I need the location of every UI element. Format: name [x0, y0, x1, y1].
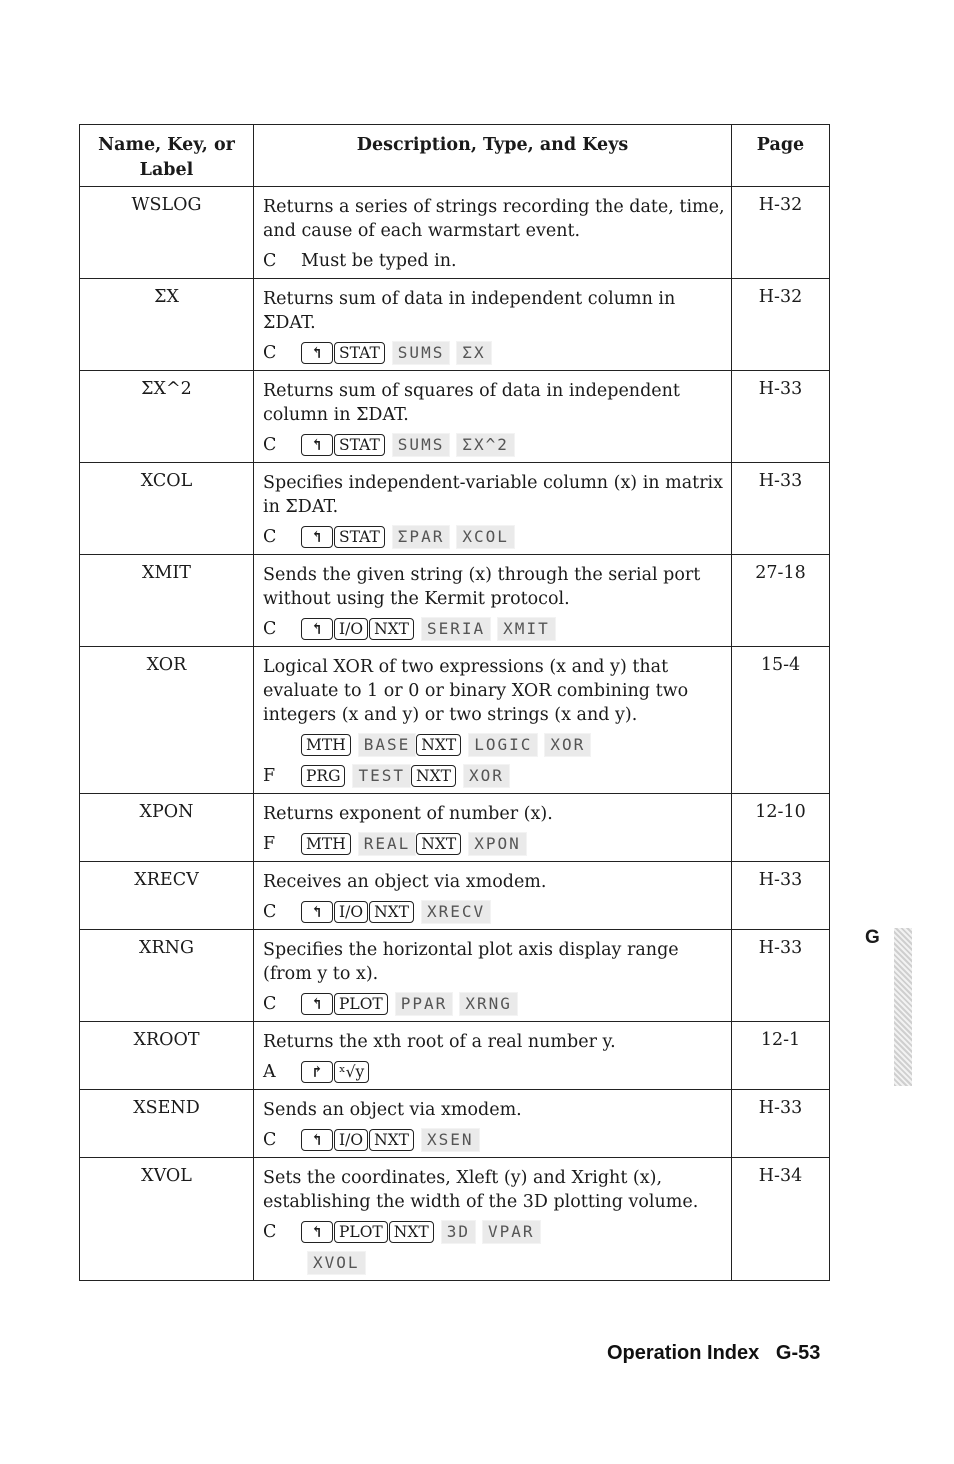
menu-label: LOGIC — [468, 733, 538, 757]
menu-label: PPAR — [395, 992, 454, 1016]
operation-type: F — [263, 834, 276, 854]
table-row — [80, 794, 830, 862]
row-description: Returns the xth root of a real number y. — [263, 1032, 616, 1052]
row-page: H-32 — [732, 279, 830, 371]
table-row — [80, 279, 830, 371]
row-page: 12-10 — [732, 794, 830, 862]
operation-type: F — [263, 766, 276, 786]
footer-page-number: G-53 — [775, 1342, 821, 1364]
keyboard-key: STAT — [334, 526, 385, 548]
row-name: XSEND — [80, 1090, 254, 1158]
menu-label: VPAR — [482, 1220, 541, 1244]
table-row — [80, 463, 830, 555]
table-row — [80, 1090, 830, 1158]
menu-label: XPON — [468, 832, 527, 856]
keyboard-key: I/O — [334, 1129, 368, 1151]
row-page: H-33 — [732, 371, 830, 463]
menu-label: XRNG — [459, 992, 518, 1016]
operation-type: C — [263, 619, 277, 639]
operation-index-table — [79, 124, 830, 1281]
header-description: Description, Type, and Keys — [254, 125, 732, 187]
operation-type: C — [263, 1222, 277, 1242]
row-description: Logical XOR of two expressions (x and y) that evaluate to 1 or 0 or binary XOR combining two integers (x and y) or two strings (x and y). — [263, 657, 689, 725]
table-row — [80, 555, 830, 647]
left-shift-key-icon: ↰ — [301, 434, 333, 456]
menu-label: 3D — [441, 1220, 476, 1244]
keyboard-key: STAT — [334, 434, 385, 456]
keyboard-key: I/O — [334, 618, 368, 640]
table-row — [80, 1022, 830, 1090]
row-description: Returns exponent of number (x). — [263, 804, 553, 824]
row-page: 15-4 — [732, 647, 830, 794]
key-sequence — [263, 899, 725, 925]
row-description: Sends the given string (x) through the serial port without using the Kermit protocol. — [263, 565, 701, 609]
row-description-cell — [254, 930, 732, 1022]
row-name: XROOT — [80, 1022, 254, 1090]
row-description: Returns sum of squares of data in independent column in ΣDAT. — [263, 381, 680, 425]
keyboard-key: MTH — [301, 833, 351, 855]
operation-type: C — [263, 343, 277, 363]
row-name: ΣX^2 — [80, 371, 254, 463]
operation-type: A — [263, 1062, 276, 1082]
table-row — [80, 371, 830, 463]
left-shift-key-icon: ↰ — [301, 993, 333, 1015]
row-description-cell — [254, 794, 732, 862]
right-shift-key-icon: ↱ — [301, 1061, 333, 1083]
left-shift-key-icon: ↰ — [301, 901, 333, 923]
operation-type: C — [263, 435, 277, 455]
row-description-cell — [254, 187, 732, 279]
row-description: Returns a series of strings recording the date, time, and cause of each warmstart event. — [263, 197, 725, 241]
key-sequence — [263, 616, 725, 642]
row-page: H-32 — [732, 187, 830, 279]
row-name: ΣX — [80, 279, 254, 371]
footer-title: Operation Index — [607, 1342, 760, 1364]
row-name: XOR — [80, 647, 254, 794]
row-page: H-33 — [732, 862, 830, 930]
menu-label: XSEN — [421, 1128, 480, 1152]
left-shift-key-icon: ↰ — [301, 526, 333, 548]
keyboard-key: PLOT — [334, 993, 388, 1015]
menu-label: XOR — [463, 764, 510, 788]
menu-label: BASE — [358, 733, 417, 757]
key-sequence — [263, 1250, 725, 1276]
row-description: Returns sum of data in independent column in ΣDAT. — [263, 289, 676, 333]
operation-type: C — [263, 994, 277, 1014]
menu-label: XRECV — [421, 900, 491, 924]
key-sequence — [263, 732, 725, 758]
left-shift-key-icon: ↰ — [301, 1221, 333, 1243]
left-shift-key-icon: ↰ — [301, 1129, 333, 1151]
row-description-cell — [254, 647, 732, 794]
row-name: XVOL — [80, 1158, 254, 1281]
menu-label: ΣX^2 — [456, 433, 515, 457]
key-note: Must be typed in. — [301, 251, 457, 271]
keyboard-key: PRG — [301, 765, 345, 787]
left-shift-key-icon: ↰ — [301, 342, 333, 364]
keyboard-key: NXT — [369, 901, 414, 923]
header-row — [80, 125, 830, 187]
keyboard-key: PLOT — [334, 1221, 388, 1243]
operation-type: C — [263, 902, 277, 922]
key-sequence — [263, 248, 725, 274]
menu-label: ΣX — [456, 341, 491, 365]
menu-label: ΣPAR — [392, 525, 451, 549]
table-row — [80, 1158, 830, 1281]
row-description: Specifies independent-variable column (x) in matrix in ΣDAT. — [263, 473, 724, 517]
menu-label: TEST — [352, 764, 411, 788]
page-footer — [607, 1342, 820, 1365]
row-description-cell — [254, 1090, 732, 1158]
menu-label: XCOL — [456, 525, 515, 549]
row-description-cell — [254, 555, 732, 647]
operation-type: C — [263, 251, 277, 271]
table-row — [80, 862, 830, 930]
keyboard-key: MTH — [301, 734, 351, 756]
row-page: 12-1 — [732, 1022, 830, 1090]
row-description: Sets the coordinates, Xleft (y) and Xright (x), establishing the width of the 3D plotting volume. — [263, 1168, 699, 1212]
menu-label: XOR — [544, 733, 591, 757]
key-sequence — [263, 340, 725, 366]
key-sequence — [263, 763, 725, 789]
keyboard-key: I/O — [334, 901, 368, 923]
keyboard-key: NXT — [416, 734, 461, 756]
keyboard-key: NXT — [411, 765, 456, 787]
row-name: XPON — [80, 794, 254, 862]
left-shift-key-icon: ↰ — [301, 618, 333, 640]
key-sequence — [263, 524, 725, 550]
menu-label: REAL — [358, 832, 417, 856]
key-sequence — [263, 432, 725, 458]
row-page: 27-18 — [732, 555, 830, 647]
header-name: Name, Key, or Label — [80, 125, 254, 187]
row-name: XRNG — [80, 930, 254, 1022]
key-sequence — [263, 1219, 725, 1245]
table-row — [80, 930, 830, 1022]
menu-label: XVOL — [307, 1251, 366, 1275]
row-description: Specifies the horizontal plot axis display range (from y to x). — [263, 940, 679, 984]
keyboard-key: ˣ√y — [334, 1061, 369, 1083]
key-sequence — [263, 991, 725, 1017]
row-description: Receives an object via xmodem. — [263, 872, 547, 892]
key-sequence — [263, 831, 725, 857]
row-description-cell — [254, 463, 732, 555]
row-description-cell — [254, 279, 732, 371]
row-page: H-34 — [732, 1158, 830, 1281]
row-description-cell — [254, 862, 732, 930]
menu-label: SUMS — [392, 433, 451, 457]
keyboard-key: NXT — [389, 1221, 434, 1243]
operation-type: C — [263, 1130, 277, 1150]
key-sequence — [263, 1127, 725, 1153]
keyboard-key: NXT — [416, 833, 461, 855]
section-tab-letter: G — [865, 927, 880, 948]
key-sequence — [263, 1059, 725, 1085]
keyboard-key: NXT — [369, 618, 414, 640]
row-description-cell — [254, 1158, 732, 1281]
table-row — [80, 187, 830, 279]
row-description-cell — [254, 371, 732, 463]
row-name: XCOL — [80, 463, 254, 555]
row-name: XRECV — [80, 862, 254, 930]
menu-label: XMIT — [497, 617, 556, 641]
operation-type: C — [263, 527, 277, 547]
section-tab-strip — [894, 928, 912, 1086]
row-page: H-33 — [732, 1090, 830, 1158]
menu-label: SERIA — [421, 617, 491, 641]
row-description-cell — [254, 1022, 732, 1090]
keyboard-key: STAT — [334, 342, 385, 364]
row-description: Sends an object via xmodem. — [263, 1100, 522, 1120]
row-name: XMIT — [80, 555, 254, 647]
keyboard-key: NXT — [369, 1129, 414, 1151]
table-row — [80, 647, 830, 794]
row-name: WSLOG — [80, 187, 254, 279]
row-page: H-33 — [732, 463, 830, 555]
header-page: Page — [732, 125, 830, 187]
menu-label: SUMS — [392, 341, 451, 365]
row-page: H-33 — [732, 930, 830, 1022]
